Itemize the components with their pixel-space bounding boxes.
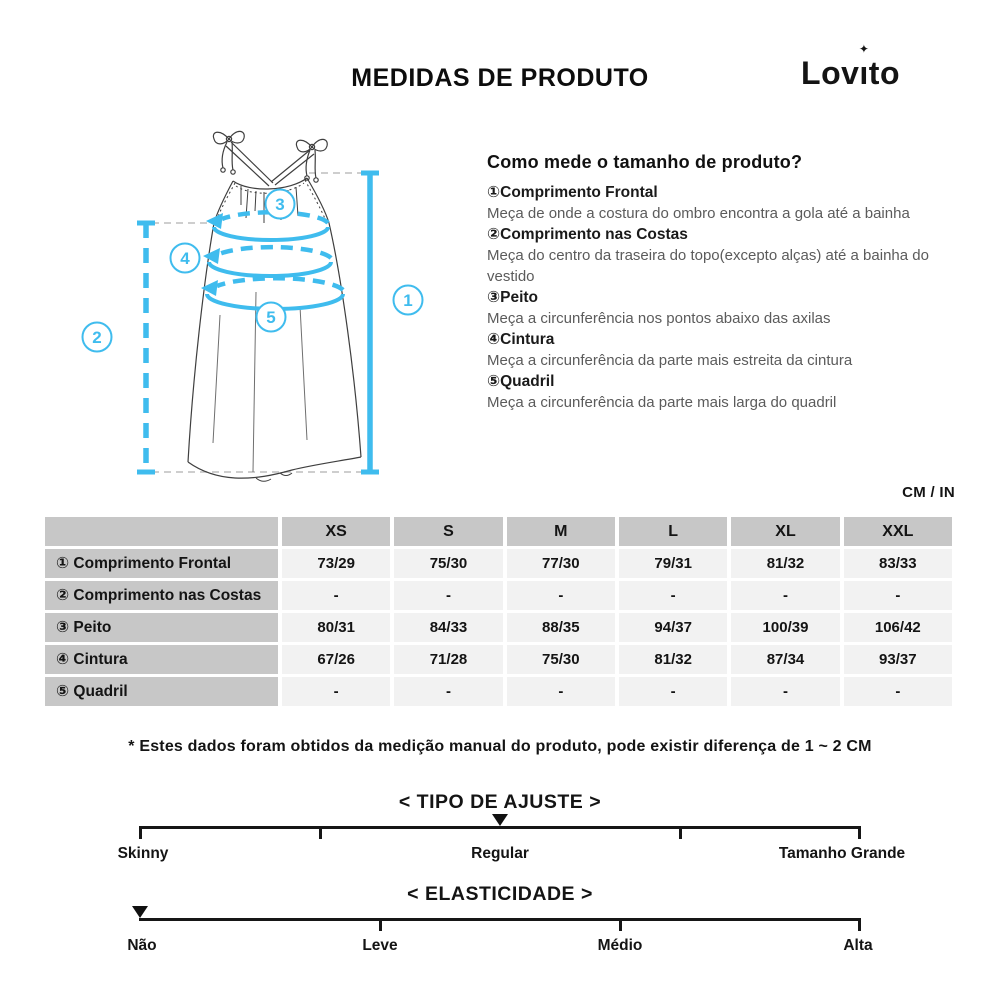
elasticity-label-nao: Não bbox=[127, 937, 157, 954]
table-corner-cell bbox=[45, 517, 278, 546]
measure-instructions bbox=[487, 152, 979, 413]
instruction-item bbox=[487, 287, 979, 329]
measure-value-cell: 81/32 bbox=[619, 645, 727, 674]
measure-value-cell: 71/28 bbox=[394, 645, 502, 674]
measure-row-label: ④ Cintura bbox=[45, 645, 278, 674]
fit-label-tamanho-grande: Tamanho Grande bbox=[778, 845, 906, 862]
elasticity-label-medio: Médio bbox=[597, 937, 643, 954]
size-col-header: XS bbox=[282, 517, 390, 546]
measure-value-cell: 106/42 bbox=[844, 613, 952, 642]
instruction-label: ⑤Quadril bbox=[487, 373, 555, 390]
measure-value-cell: 67/26 bbox=[282, 645, 390, 674]
callout-3: 3 bbox=[275, 195, 285, 214]
instruction-desc: Meça a circunferência da parte mais estreita da cintura bbox=[487, 352, 853, 369]
elasticity-tick bbox=[858, 918, 861, 931]
elasticity-label-alta: Alta bbox=[843, 937, 873, 954]
elasticity-scale bbox=[120, 918, 880, 964]
elasticity-tick bbox=[619, 918, 622, 931]
measure-value-cell: 83/33 bbox=[844, 549, 952, 578]
measure-value-cell: 94/37 bbox=[619, 613, 727, 642]
instruction-desc: Meça a circunferência nos pontos abaixo das axilas bbox=[487, 310, 831, 327]
instruction-item bbox=[487, 329, 979, 371]
size-col-header: S bbox=[394, 517, 502, 546]
instruction-item bbox=[487, 182, 979, 224]
callout-2: 2 bbox=[92, 328, 102, 347]
measure-value-cell: 77/30 bbox=[507, 549, 615, 578]
size-table bbox=[45, 517, 952, 706]
brand-logo-part: to bbox=[868, 55, 900, 91]
instruction-desc: Meça de onde a costura do ombro encontra a gola até a bainha bbox=[487, 205, 910, 222]
instruction-label: ②Comprimento nas Costas bbox=[487, 226, 688, 243]
measure-value-cell: 81/32 bbox=[731, 549, 839, 578]
measure-value-cell: 75/30 bbox=[394, 549, 502, 578]
fit-label-skinny: Skinny bbox=[117, 845, 169, 862]
measure-value-cell: - bbox=[507, 581, 615, 610]
instruction-item bbox=[487, 224, 979, 287]
measure-value-cell: 87/34 bbox=[731, 645, 839, 674]
measure-value-cell: - bbox=[844, 677, 952, 706]
measure-row-label: ③ Peito bbox=[45, 613, 278, 642]
measure-value-cell: - bbox=[507, 677, 615, 706]
sparkle-dot-icon: ✦ bbox=[858, 42, 870, 56]
measure-value-cell: - bbox=[619, 581, 727, 610]
bust-ellipse bbox=[206, 212, 328, 240]
measure-value-cell: 100/39 bbox=[731, 613, 839, 642]
back-length-line bbox=[137, 223, 155, 472]
fit-scale bbox=[117, 826, 906, 872]
front-length-line bbox=[361, 173, 379, 472]
arrow-left-icon bbox=[203, 248, 220, 264]
fit-label-regular: Regular bbox=[471, 845, 529, 862]
measure-value-cell: 93/37 bbox=[844, 645, 952, 674]
measure-value-cell: - bbox=[619, 677, 727, 706]
fit-scale-title: < TIPO DE AJUSTE > bbox=[398, 791, 602, 813]
measure-value-cell: - bbox=[394, 581, 502, 610]
elasticity-label-leve: Leve bbox=[362, 937, 398, 954]
size-col-header: XXL bbox=[844, 517, 952, 546]
measure-value-cell: 84/33 bbox=[394, 613, 502, 642]
page-title: MEDIDAS DE PRODUTO bbox=[351, 64, 649, 92]
fit-scale-line bbox=[139, 826, 861, 829]
waist-ellipse bbox=[203, 247, 331, 276]
measurement-disclaimer: * Estes dados foram obtidos da medição manual do produto, pode existir diferença de 1 ~ 2 CM bbox=[128, 738, 872, 755]
instruction-desc: Meça a circunferência da parte mais larga do quadril bbox=[487, 394, 837, 411]
measure-value-cell: - bbox=[282, 677, 390, 706]
measure-value-cell: - bbox=[844, 581, 952, 610]
brand-logo bbox=[801, 42, 900, 92]
measure-value-cell: - bbox=[731, 581, 839, 610]
callout-1: 1 bbox=[403, 291, 413, 310]
elasticity-marker-icon bbox=[132, 906, 148, 918]
size-col-header: L bbox=[619, 517, 727, 546]
arrow-left-icon bbox=[206, 213, 223, 229]
callout-4: 4 bbox=[180, 249, 190, 268]
instruction-label: ①Comprimento Frontal bbox=[487, 184, 658, 201]
measure-row-label: ② Comprimento nas Costas bbox=[45, 581, 278, 610]
elasticity-scale-line bbox=[139, 918, 861, 921]
measure-value-cell: 73/29 bbox=[282, 549, 390, 578]
measure-value-cell: - bbox=[394, 677, 502, 706]
elasticity-tick bbox=[379, 918, 382, 931]
measure-value-cell: 80/31 bbox=[282, 613, 390, 642]
fit-marker-icon bbox=[492, 814, 508, 826]
unit-label: CM / IN bbox=[902, 484, 955, 501]
measure-value-cell: 79/31 bbox=[619, 549, 727, 578]
measure-value-cell: - bbox=[282, 581, 390, 610]
brand-logo-i: ı ✦ bbox=[858, 42, 870, 91]
instruction-item bbox=[487, 371, 979, 413]
elasticity-scale-title: < ELASTICIDADE > bbox=[407, 883, 593, 905]
size-col-header: XL bbox=[731, 517, 839, 546]
instructions-heading: Como mede o tamanho de produto? bbox=[487, 152, 803, 172]
measure-row-label: ① Comprimento Frontal bbox=[45, 549, 278, 578]
measure-row-label: ⑤ Quadril bbox=[45, 677, 278, 706]
measure-value-cell: - bbox=[731, 677, 839, 706]
size-col-header: M bbox=[507, 517, 615, 546]
fit-tick bbox=[319, 826, 322, 839]
instruction-label: ④Cintura bbox=[487, 331, 555, 348]
measure-value-cell: 88/35 bbox=[507, 613, 615, 642]
callout-5: 5 bbox=[266, 308, 276, 327]
fit-tick bbox=[139, 826, 142, 839]
fit-tick bbox=[858, 826, 861, 839]
instruction-label: ③Peito bbox=[487, 289, 539, 306]
fit-tick bbox=[679, 826, 682, 839]
dress-measurement-diagram bbox=[60, 110, 480, 500]
instruction-desc: Meça do centro da traseira do topo(excepto alças) até a bainha do vestido bbox=[487, 247, 929, 285]
measure-value-cell: 75/30 bbox=[507, 645, 615, 674]
brand-logo-part: Lov bbox=[801, 55, 860, 91]
